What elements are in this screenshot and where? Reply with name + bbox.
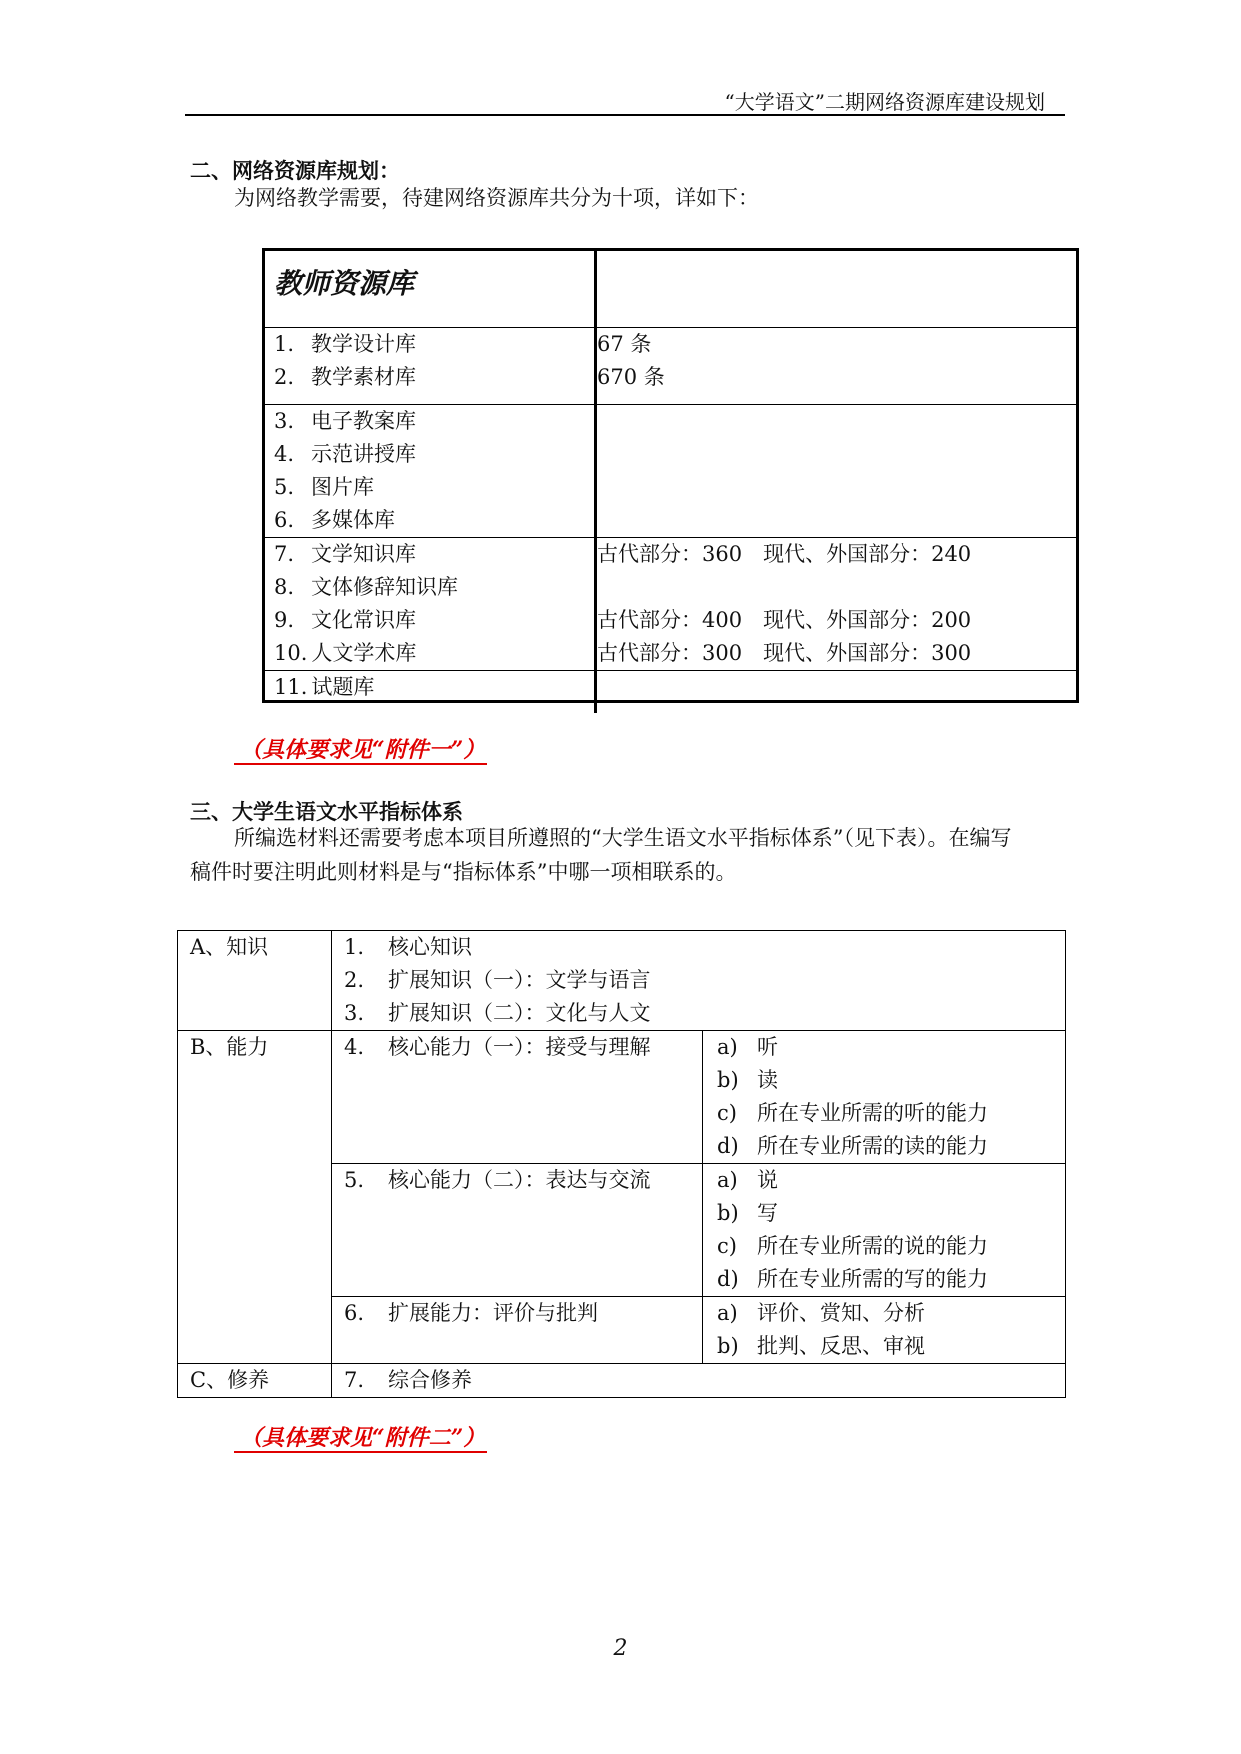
- resource-item: 3. 电子教案库: [274, 409, 416, 433]
- resource-item: 8. 文体修辞知识库: [274, 575, 458, 599]
- index-item: 4. 核心能力（一）：接受与理解: [344, 1035, 651, 1059]
- index-item: 5. 核心能力（二）：表达与交流: [344, 1168, 651, 1192]
- resource-item: 6. 多媒体库: [274, 508, 395, 532]
- index-item: 3. 扩展知识（二）：文化与人文: [344, 1001, 651, 1025]
- resource-table: [264, 250, 1079, 713]
- attachment-note-2: （具体要求见“附件二”）: [234, 1425, 487, 1453]
- section2-heading: 二、网络资源库规划：: [190, 159, 400, 183]
- category-label: B、能力: [190, 1035, 269, 1059]
- index-subitem: c) 所在专业所需的说的能力: [717, 1234, 988, 1258]
- resource-item: 5. 图片库: [274, 475, 374, 499]
- resource-value: 古代部分：360 现代、外国部分：240: [597, 542, 972, 566]
- resource-table-title: 教师资源库: [264, 250, 596, 328]
- resource-group: [264, 671, 1079, 714]
- index-subitem: c) 所在专业所需的听的能力: [717, 1101, 988, 1125]
- resource-value: 古代部分：300 现代、外国部分：300: [597, 641, 972, 665]
- index-subitem: b) 写: [717, 1201, 778, 1225]
- resource-group: [264, 538, 1079, 671]
- section2-intro: 为网络教学需要，待建网络资源库共分为十项，详如下：: [234, 186, 759, 210]
- resource-item: 4. 示范讲授库: [274, 442, 416, 466]
- index-subitem: a) 说: [717, 1168, 778, 1192]
- index-subitem: b) 读: [717, 1068, 778, 1092]
- resource-item: 7. 文学知识库: [274, 542, 416, 566]
- index-row-cultivation: [178, 1364, 1066, 1398]
- category-label: A、知识: [190, 935, 269, 959]
- index-item: 6. 扩展能力：评价与批判: [344, 1301, 598, 1325]
- resource-table-title-row: [264, 250, 1079, 328]
- resource-group: [264, 328, 1079, 405]
- index-subitem: a) 评价、赏知、分析: [717, 1301, 925, 1325]
- attachment-note-1: （具体要求见“附件一”）: [234, 737, 487, 765]
- section3-heading: 三、大学生语文水平指标体系: [190, 800, 463, 824]
- index-subitem: d) 所在专业所需的写的能力: [717, 1267, 988, 1291]
- index-item: 2. 扩展知识（一）：文学与语言: [344, 968, 651, 992]
- index-item: 7. 综合修养: [344, 1368, 472, 1392]
- resource-value: 古代部分：400 现代、外国部分：200: [597, 608, 972, 632]
- page-header-title: “大学语文”二期网络资源库建设规划: [724, 90, 1045, 114]
- resource-item: 10. 人文学术库: [274, 641, 417, 665]
- resource-item: 11. 试题库: [274, 675, 375, 699]
- section3-paragraph-line1: 所编选材料还需要考虑本项目所遵照的“大学生语文水平指标体系”（见下表）。在编写: [234, 826, 1012, 850]
- resource-table-title-value: [596, 250, 1080, 328]
- index-subitem: d) 所在专业所需的读的能力: [717, 1134, 988, 1158]
- resource-value: 67 条: [597, 332, 652, 356]
- index-subitem: b) 批判、反思、审视: [717, 1334, 925, 1358]
- header-rule: [185, 114, 1065, 116]
- index-row-ability: [178, 1031, 1066, 1164]
- index-item: 1. 核心知识: [344, 935, 472, 959]
- section3-paragraph-line2: 稿件时要注明此则材料是与“指标体系”中哪一项相联系的。: [190, 860, 737, 884]
- resource-value: 670 条: [597, 365, 665, 389]
- resource-item: 9. 文化常识库: [274, 608, 416, 632]
- resource-item: 1. 教学设计库: [274, 332, 416, 356]
- index-table: [177, 930, 1066, 1398]
- index-subitem: a) 听: [717, 1035, 778, 1059]
- page-number: 2: [613, 1636, 628, 1661]
- index-row-knowledge: [178, 931, 1066, 1031]
- category-label: C、修养: [190, 1368, 270, 1392]
- resource-value: [597, 571, 1079, 604]
- resource-item: 2. 教学素材库: [274, 365, 416, 389]
- resource-group: [264, 405, 1079, 538]
